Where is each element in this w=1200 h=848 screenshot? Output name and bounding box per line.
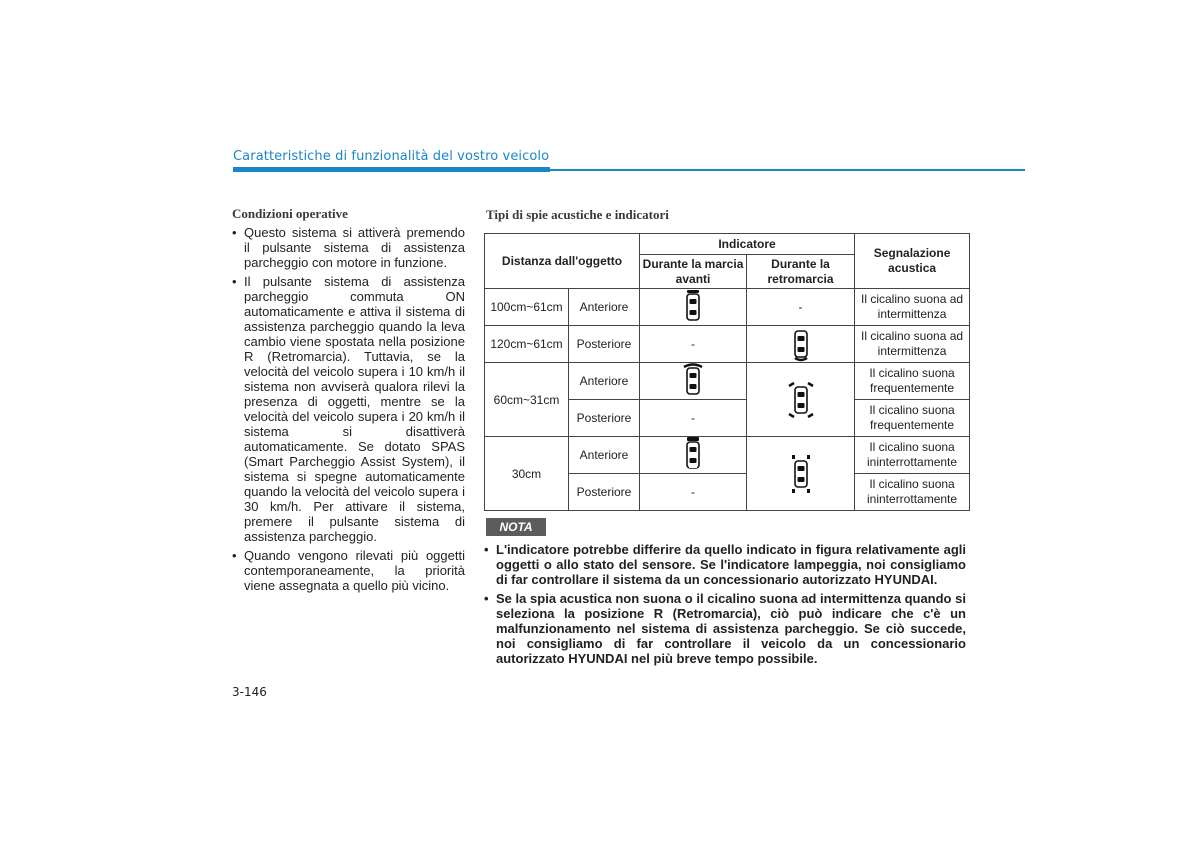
list-item: • Se la spia acustica non suona o il cicalino suona ad intermittenza quando si seleziona la posizione R (Retromarcia), ciò può indicare che c'è un malfunzionamento nel sistema di assistenza parcheggio. Se ciò succede, noi consigliamo di far controllare il veicolo da un concessionario autorizzato HYUNDAI nel più breve tempo possibile. xyxy=(484,591,966,666)
distance-cell: 120cm~61cm xyxy=(485,326,569,363)
header-distance: Distanza dall'oggetto xyxy=(485,234,640,289)
reverse-cell xyxy=(747,437,855,511)
header-reverse: Durante la retromarcia xyxy=(747,255,855,289)
car-front-sensor-icon xyxy=(681,289,705,325)
header-signal: Segnalazione acustica xyxy=(855,234,970,289)
forward-cell: - xyxy=(640,474,747,511)
list-item: • L'indicatore potrebbe differire da quello indicato in figura relativamente agli oggetti o allo stato del sensore. Se l'indicatore lampeggia, noi consigliamo di far controllare il sistema da un concessionario autorizzato HYUNDAI. xyxy=(484,542,966,587)
position-cell: Anteriore xyxy=(569,289,640,326)
list-item: • Il pulsante sistema di assistenza parcheggio commuta ON automaticamente e attiva il sistema di assistenza parcheggio quando la leva cambio viene spostata nella posizione R (Retromarcia). Tuttavia, se la velocità del veicolo supera i 10 km/h il sistema non avviserà qualora rilevi la presenza di oggetti, mentre se la velocità del veicolo supera i 20 km/h il sistema si disattiverà automaticamente. Se dotato SPAS (Smart Parcheggio Assist System), il sistema si spegne automaticamente quando la velocità del veicolo supera i 30 km/h. Per attivare il sistema, premere il pulsante sistema di assistenza parcheggio. xyxy=(232,274,465,544)
section-title: Condizioni operative xyxy=(232,206,348,221)
forward-cell: - xyxy=(640,326,747,363)
list-item: • Quando vengono rilevati più oggetti contemporaneamente, la priorità viene assegnata a quello più vicino. xyxy=(232,548,465,593)
reverse-cell: - xyxy=(747,289,855,326)
header-rule xyxy=(550,169,1025,171)
nota-notes xyxy=(484,542,966,670)
conditions-list xyxy=(232,225,465,593)
car-front-sensor-icon xyxy=(681,437,705,473)
page-number: 3-146 xyxy=(232,685,267,699)
signal-cell: Il cicalino suona ad intermittenza xyxy=(855,289,970,326)
signal-cell: Il cicalino suona ininterrottamente xyxy=(855,437,970,474)
position-cell: Posteriore xyxy=(569,326,640,363)
signal-cell: Il cicalino suona ininterrottamente xyxy=(855,474,970,511)
distance-cell: 100cm~61cm xyxy=(485,289,569,326)
chapter-title: Caratteristiche di funzionalità del vostro veicolo xyxy=(233,149,550,164)
distance-cell: 60cm~31cm xyxy=(485,363,569,437)
table-row xyxy=(485,326,970,363)
indicator-section xyxy=(484,207,969,511)
table-row xyxy=(485,437,970,474)
signal-cell: Il cicalino suona frequentemente xyxy=(855,363,970,400)
car-rear-sensor-icon xyxy=(789,326,813,362)
forward-cell xyxy=(640,289,747,326)
indicator-table xyxy=(484,233,970,511)
forward-cell xyxy=(640,437,747,474)
position-cell: Posteriore xyxy=(569,474,640,511)
position-cell: Anteriore xyxy=(569,437,640,474)
chapter-header xyxy=(233,148,1025,166)
signal-cell: Il cicalino suona ad intermittenza xyxy=(855,326,970,363)
nota-badge: NOTA xyxy=(486,518,546,536)
header-forward: Durante la marcia avanti xyxy=(640,255,747,289)
forward-cell: - xyxy=(640,400,747,437)
reverse-cell xyxy=(747,326,855,363)
position-cell: Anteriore xyxy=(569,363,640,400)
forward-cell xyxy=(640,363,747,400)
car-all-sensor-icon xyxy=(786,454,816,494)
list-item: • Questo sistema si attiverà premendo il pulsante sistema di assistenza parcheggio con motore in funzione. xyxy=(232,225,465,270)
car-front-sensor-icon xyxy=(679,363,707,399)
position-cell: Posteriore xyxy=(569,400,640,437)
header-indicator: Indicatore xyxy=(640,234,855,255)
table-row xyxy=(485,289,970,326)
car-corner-sensor-icon xyxy=(785,380,817,420)
table-row xyxy=(485,363,970,400)
table-title: Tipi di spie acustiche e indicatori xyxy=(486,207,669,222)
operating-conditions xyxy=(232,206,465,597)
distance-cell: 30cm xyxy=(485,437,569,511)
reverse-cell xyxy=(747,363,855,437)
signal-cell: Il cicalino suona frequentemente xyxy=(855,400,970,437)
header-accent-bar xyxy=(233,167,550,172)
